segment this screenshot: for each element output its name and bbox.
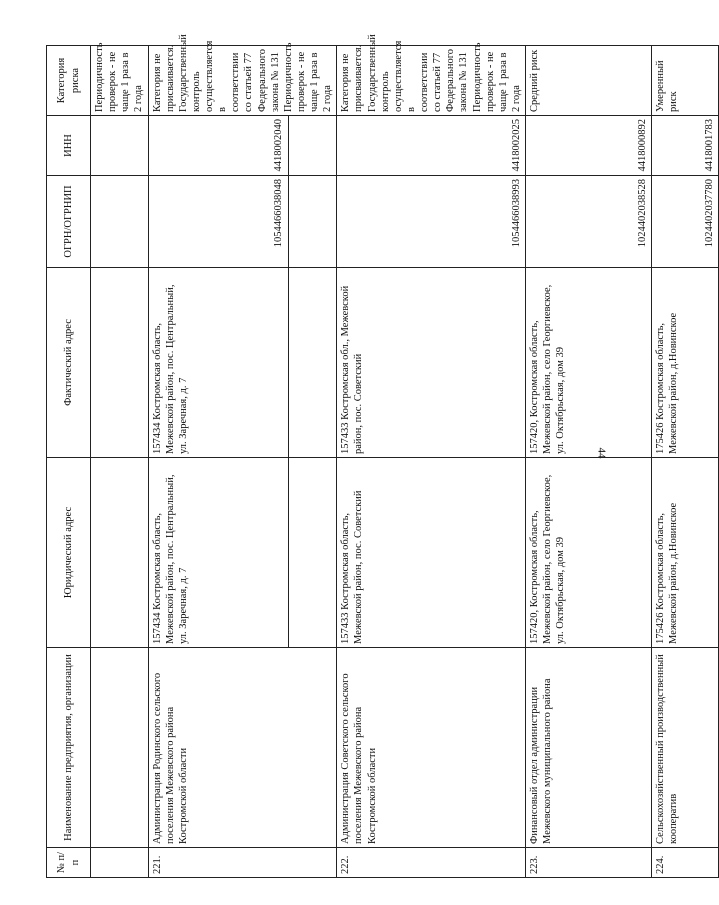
row-legal-address: 157433 Костромская область, Межевской район, пос. Советский	[337, 458, 526, 648]
table-row	[148, 46, 288, 878]
empty-cell	[288, 176, 337, 268]
row-actual-address	[91, 268, 149, 458]
row-num	[91, 848, 149, 878]
row-risk: Периодичность проверок - не чаще 1 раза в 2 года	[91, 46, 149, 116]
row-legal-address: 157420, Костромская область, Межевской район, село Георгиевское, ул. Октябрьская, дом 39	[526, 458, 652, 648]
row-ogrn: 1054466038048	[148, 176, 288, 268]
empty-cell	[288, 116, 337, 176]
row-num: 221.	[148, 848, 337, 878]
table-row	[337, 46, 526, 878]
table-header-row	[47, 46, 91, 878]
row-inn: 4418001783	[652, 116, 719, 176]
row-risk: Умеренный риск	[652, 46, 719, 116]
header-actual-address: Фактический адрес	[47, 268, 91, 458]
row-inn: 4418002040	[148, 116, 288, 176]
row-legal-address	[91, 458, 149, 648]
table-row	[526, 46, 652, 878]
empty-cell	[288, 458, 337, 648]
row-legal-address: 157434 Костромская область, Межевской район, пос. Центральный, ул. Заречная, д. 7	[148, 458, 288, 648]
row-num: 222.	[337, 848, 526, 878]
row-num: 224.	[652, 848, 719, 878]
row-ogrn: 1054466038993	[337, 176, 526, 268]
row-inn: 4418000892	[526, 116, 652, 176]
row-inn: 4418002025	[337, 116, 526, 176]
row-name: Сельскохозяйственный производственный кооператив	[652, 648, 719, 848]
organizations-table	[46, 34, 719, 878]
empty-cell	[288, 268, 337, 458]
row-name	[91, 648, 149, 848]
row-risk: Категория не присваивается. Государственный контроль осуществляется в соответствии со статьей 77 Федерального закона № 131 Периодичность проверок - не чаще 1 раза в 2 года	[337, 46, 526, 116]
header-num: № п/п	[47, 848, 91, 878]
row-ogrn: 1024402037780	[652, 176, 719, 268]
header-legal-address: Юридический адрес	[47, 458, 91, 648]
row-risk: Категория не присваивается. Государственный контроль осуществляется в соответствии со статьей 77 Федерального закона № 131 Периодичность проверок - не чаще 1 раза в 2 года	[148, 46, 337, 116]
table-row	[652, 46, 719, 878]
header-inn: ИНН	[47, 116, 91, 176]
row-actual-address: 157433 Костромская обл., Межевской район, пос. Советский	[337, 268, 526, 458]
row-actual-address: 157420, Костромская область, Межевской район, село Георгиевское, ул. Октябрьская, дом 39	[526, 268, 652, 458]
header-name: Наименование предприятия, организации	[47, 648, 91, 848]
row-num: 223.	[526, 848, 652, 878]
row-name: Финансовый отдел администрации Межевского муниципального района	[526, 648, 652, 848]
row-ogrn: 1024402038528	[526, 176, 652, 268]
row-name: Администрация Родинского сельского поселения Межевского района Костромской области	[148, 648, 337, 848]
row-inn	[91, 116, 149, 176]
row-name: Администрация Советского сельского поселения Межевского района Костромской области	[337, 648, 526, 848]
row-legal-address: 175426 Костромская область, Межевской район, д.Новинское	[652, 458, 719, 648]
row-ogrn	[91, 176, 149, 268]
page-number: 44	[595, 447, 608, 459]
row-actual-address: 157434 Костромская область, Межевской район, пос. Центральный, ул. Заречная, д. 7	[148, 268, 288, 458]
rotated-table-container	[46, 34, 715, 878]
row-actual-address: 175426 Костромская область, Межевской район, д.Новинское	[652, 268, 719, 458]
header-ogrn: ОГРН/ОГРНИП	[47, 176, 91, 268]
header-risk: Категория риска	[47, 46, 91, 116]
table-row	[91, 46, 149, 878]
row-risk: Средний риск	[526, 46, 652, 116]
